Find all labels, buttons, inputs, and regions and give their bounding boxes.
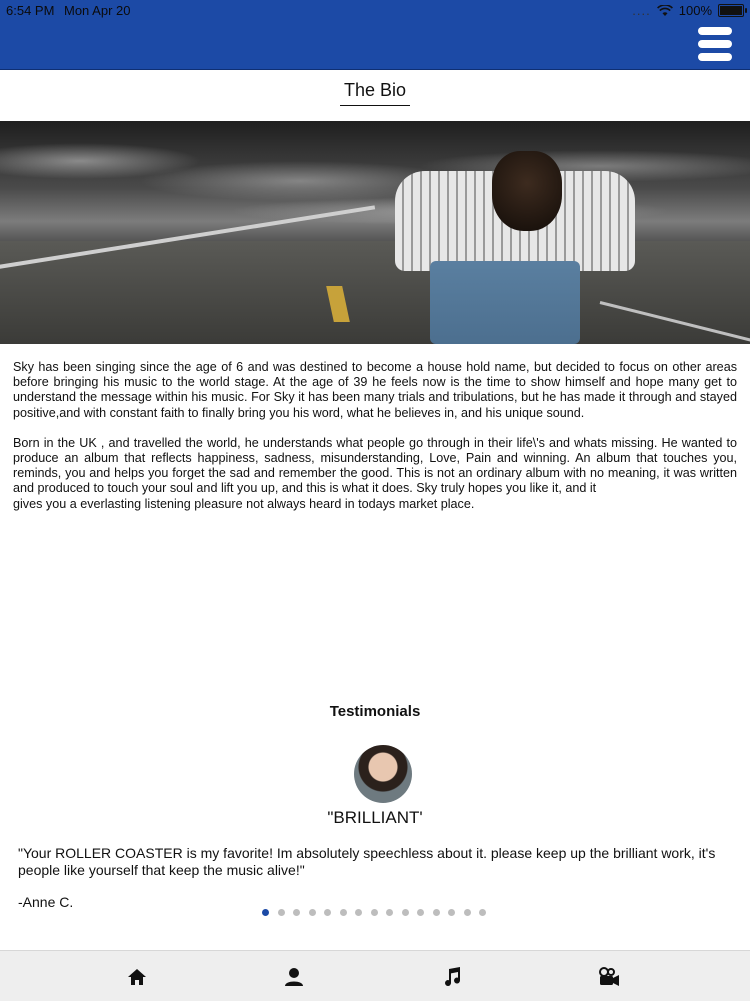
bottom-tab-bar (0, 950, 750, 1001)
tab-music[interactable] (440, 965, 464, 989)
status-date: Mon Apr 20 (64, 3, 131, 18)
pager-dot[interactable] (278, 909, 285, 916)
pager-dot[interactable] (340, 909, 347, 916)
pager-dot[interactable] (371, 909, 378, 916)
pager-dot[interactable] (417, 909, 424, 916)
tab-profile[interactable] (282, 965, 306, 989)
page-title: The Bio (340, 80, 410, 106)
testimonial-pager[interactable] (262, 909, 486, 916)
wifi-icon (657, 5, 673, 17)
hamburger-menu-button[interactable] (698, 27, 732, 61)
testimonial-avatar (354, 745, 412, 803)
status-bar (0, 0, 750, 22)
app-header (0, 0, 750, 70)
hero-person-jeans (430, 261, 580, 344)
pager-dot[interactable] (433, 909, 440, 916)
pager-dot[interactable] (324, 909, 331, 916)
profile-icon (282, 965, 306, 989)
testimonial-text: "Your ROLLER COASTER is my favorite! Im absolutely speechless about it. please keep up the brilliant work, it's people like yourself that keep the music alive!" (18, 845, 716, 878)
bio-paragraph: Sky has been singing since the age of 6 and was destined to become a house hold name, but decided to focus on other areas before bringing his music to the world stage. At the age of 39 he feels now is the time to show himself and hope many get to understand the message within his music. For Sky it has been many trials and tribulations, but he has made it through and stayed positive,and with constant faith to finally bring you his word, what he believes in, and his unique sound. (13, 360, 737, 420)
hero-clouds (0, 121, 750, 231)
pager-dot[interactable] (386, 909, 393, 916)
battery-icon (718, 4, 744, 17)
menu-bar-icon (698, 53, 732, 61)
music-icon (440, 965, 464, 989)
status-right (632, 3, 744, 18)
bio-paragraph: Born in the UK , and travelled the world, he understands what people go through in their life\'s and whats missing. He wanted to produce an album that reflects happiness, sadness, misunderstanding, Love, Pain and winning. An album that touches you, reminds, you and helps you forget the sad and remember the good. This is not an ordinary album with no meaning, it was written and produced to touch your soul and lift you up, and this is what it does. Sky truly hopes you like it, and it (13, 435, 737, 496)
home-icon (125, 965, 149, 989)
pager-dot[interactable] (309, 909, 316, 916)
pager-dot[interactable] (479, 909, 486, 916)
hero-road (0, 241, 750, 344)
bio-paragraph: gives you a everlasting listening pleasure not always heard in todays market place. (13, 496, 475, 511)
signal-dots-icon: .... (632, 3, 651, 18)
pager-dot[interactable] (355, 909, 362, 916)
tab-home[interactable] (125, 965, 149, 989)
status-time: 6:54 PM (6, 3, 55, 18)
testimonial-author: -Anne C. (18, 894, 74, 910)
tab-videos[interactable] (597, 965, 621, 989)
bio-text (13, 360, 737, 527)
pager-dot[interactable] (262, 909, 269, 916)
page-title-wrap (0, 80, 750, 106)
pager-dot[interactable] (448, 909, 455, 916)
hero-image (0, 121, 750, 344)
testimonials-heading: Testimonials (329, 703, 421, 720)
pager-dot[interactable] (464, 909, 471, 916)
video-camera-icon (597, 965, 621, 989)
hero-person-head (492, 151, 562, 231)
menu-bar-icon (698, 27, 732, 35)
pager-dot[interactable] (402, 909, 409, 916)
battery-percent: 100% (678, 3, 712, 18)
menu-bar-icon (698, 40, 732, 48)
testimonial-title: "BRILLIANT' (327, 808, 423, 827)
pager-dot[interactable] (293, 909, 300, 916)
